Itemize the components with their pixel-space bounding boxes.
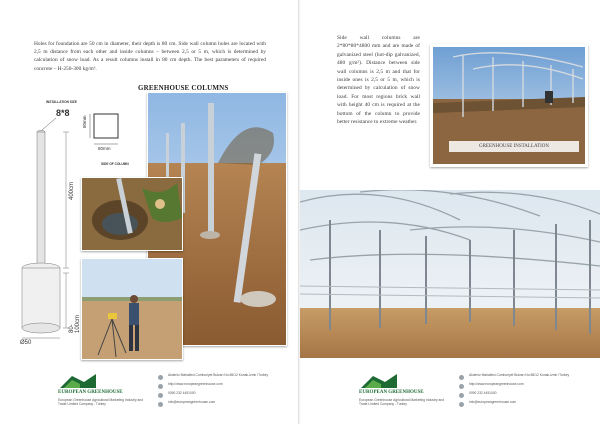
intro-paragraph: Holes for foundation are 50 cm in diameter, their depth is 80 cm. Side wall column holes are located with 2,5 m distance from each other and inside columns – between 2,5 or 5 m, which is determined by calculation of snow load. As a result columns install in 80 cm depth. The best parameters of required concrete – H-250-300 kg/m³. bbox=[34, 41, 266, 72]
company-logo bbox=[58, 370, 146, 412]
contact-phone: 0090 232 4451000 bbox=[459, 392, 574, 401]
hole-diameter-label: Ø50 bbox=[20, 340, 32, 346]
greenhouse-frame-photo bbox=[300, 190, 600, 358]
contact-address: Akdeniz Mahallesi Cumhuriyet Bulvarı No:65/12 Konak-İzmir /Turkey bbox=[459, 374, 574, 383]
greenhouse-installation-photo bbox=[430, 44, 588, 167]
greenhouse-logo-icon bbox=[359, 370, 399, 390]
right-paragraph: Side wall columns are 2*80*80*4800 mm and are made of galvanized steel (hot-dip galvanized, 480 g/m²). Distance between side wall columns is 2,5 m and that for inside ones is 2,5 or 5 m, which is determined by calculation of snow load. For most regions brick wall with height 40 cm is required at the bottom of the column to provide better resistance to extreme weather. bbox=[337, 35, 420, 126]
brand-name: EUROPEAN GREENHOUSE bbox=[58, 390, 123, 395]
web-icon bbox=[158, 384, 163, 389]
contact-list-right bbox=[459, 374, 574, 410]
side-of-column-label: SIDE OF COLUMN bbox=[101, 162, 129, 166]
left-page bbox=[0, 0, 299, 424]
phone-icon bbox=[459, 393, 464, 398]
footer-right bbox=[359, 368, 574, 418]
section-heading: GREENHOUSE COLUMNS bbox=[138, 84, 229, 92]
footer-left bbox=[58, 368, 273, 418]
contact-website[interactable]: http://www.europeangreenhouse.com bbox=[459, 383, 574, 392]
contact-list bbox=[158, 374, 273, 410]
brand-name: EUROPEAN GREENHOUSE bbox=[359, 390, 424, 395]
installation-size-label: INSTALLATION SIZE bbox=[46, 100, 77, 104]
location-icon bbox=[459, 375, 464, 380]
depth-label: 80-100cm bbox=[69, 314, 81, 333]
contact-website[interactable]: http://www.europeangreenhouse.com bbox=[158, 383, 273, 392]
contact-address: Akdeniz Mahallesi Cumhuriyet Bulvarı No:65/12 Konak-İzmir /Turkey bbox=[158, 374, 273, 383]
column-height-label: 400cm bbox=[69, 181, 75, 200]
phone-icon bbox=[158, 393, 163, 398]
contact-email[interactable]: info@europeangreenhouse.com bbox=[158, 401, 273, 410]
brand-subtitle: European Greenhouse Agricultural Marketing Industry and Trade Limited Company - Turkey bbox=[58, 398, 144, 407]
location-icon bbox=[158, 375, 163, 380]
surveyor-photo bbox=[81, 258, 183, 360]
profile-size-label: 8*8 bbox=[56, 108, 70, 118]
profile-dim-vertical: 80mm bbox=[82, 115, 87, 128]
photo-caption: GREENHOUSE INSTALLATION bbox=[449, 141, 579, 152]
greenhouse-logo-icon bbox=[58, 370, 98, 390]
brand-subtitle: European Greenhouse Agricultural Marketing Industry and Trade Limited Company - Turkey bbox=[359, 398, 445, 407]
mail-icon bbox=[459, 402, 464, 407]
contact-email[interactable]: info@europeangreenhouse.com bbox=[459, 401, 574, 410]
contact-phone: 0090 232 4451000 bbox=[158, 392, 273, 401]
company-logo-right bbox=[359, 370, 447, 412]
profile-dim-horizontal: 80mm bbox=[98, 146, 111, 151]
mail-icon bbox=[158, 402, 163, 407]
web-icon bbox=[459, 384, 464, 389]
column-in-hole-photo bbox=[81, 177, 183, 251]
